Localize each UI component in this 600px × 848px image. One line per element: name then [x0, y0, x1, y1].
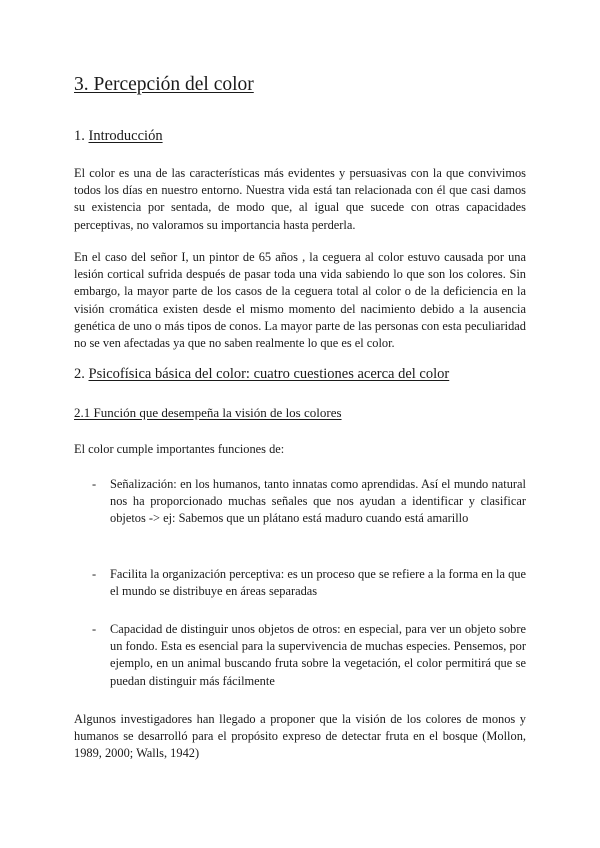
bullet-dash: -: [92, 622, 97, 636]
list-item: [92, 621, 526, 690]
section-heading-psicofisica: [74, 366, 449, 383]
section-title: Introducción: [88, 128, 163, 144]
page-title: 3. Percepción del color: [74, 74, 254, 95]
section-number: 1.: [74, 128, 85, 144]
paragraph-intro-2: En el caso del señor I, un pintor de 65 años , la ceguera al color estuvo causada por una lesión cortical sufrida después de pasar toda una vida sabiendo lo que son los colores. Sin embargo, la mayor parte de los casos de la ceguera total al color o de la deficiencia en la visión cromática existen desde el mismo momento del nacimiento debido a la ausencia genética de uno o más tipos de conos. La mayor parte de las personas con esta peculiaridad no se ven afectadas ya que no saben realmente lo que es el color.: [74, 250, 526, 351]
bullet-dash: -: [92, 477, 97, 491]
list-item-text: Facilita la organización perceptiva: es un proceso que se refiere a la forma en la que el mundo se distribuye en áreas separadas: [110, 567, 526, 599]
section-number: 2.: [74, 366, 85, 382]
bullet-dash: -: [92, 567, 97, 581]
subsection-heading: 2.1 Función que desempeña la visión de los colores: [74, 405, 342, 420]
paragraph-intro-1: El color es una de las características más evidentes y persuasivas con la que convivimos todos los días en nuestro entorno. Nuestra vida está tan relacionada con él que casi damos su existencia por sentada, de modo que, al igual que sucede con otras capacidades perceptivas, no valoramos su importancia hasta perderla.: [74, 166, 526, 232]
section-title: Psicofísica básica del color: cuatro cuestiones acerca del color: [88, 366, 450, 382]
list-item-text: Capacidad de distinguir unos objetos de otros: en especial, para ver un objeto sobre un fondo. Esta es esencial para la supervivencia de muchas especies. Pensemos, por ejemplo, en un animal buscando fruta sobre la vegetación, el color permitirá que se puedan distinguir más fácilmente: [110, 622, 526, 688]
paragraph-closing: Algunos investigadores han llegado a proponer que la visión de los colores de monos y humanos se desarrolló para el propósito expreso de detectar fruta en el bosque (Mollon, 1989, 2000; Walls, 1942): [74, 712, 526, 761]
section-heading-introduccion: [74, 128, 163, 145]
list-item: [92, 566, 526, 600]
list-item: [92, 476, 526, 528]
paragraph-functions-intro: El color cumple importantes funciones de:: [74, 442, 285, 456]
list-item-text: Señalización: en los humanos, tanto innatas como aprendidas. Así el mundo natural nos ha proporcionado muchas señales que nos ayudan a identificar y clasificar objetos -> ej: Sabemos que un plátano está maduro cuando está amarillo: [110, 477, 526, 526]
